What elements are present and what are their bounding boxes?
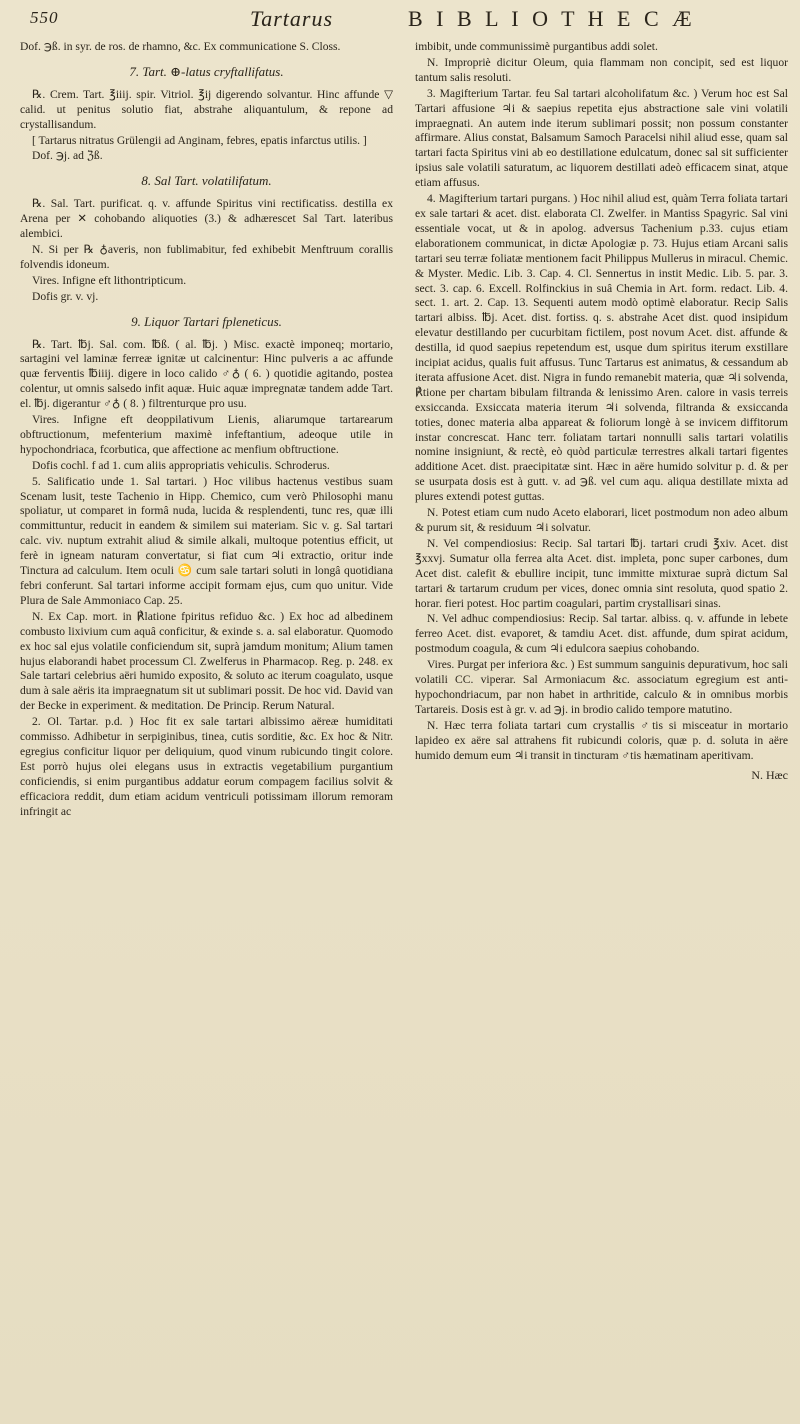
paragraph: imbibit, unde communissimè purgantibus addi solet. [415, 40, 658, 53]
running-title: Tartarus [250, 6, 334, 31]
paragraph: Dof. ℈ß. in syr. de ros. de rhamno, &c. Ex communicatione S. Closs. [20, 40, 341, 53]
paragraph: 5. Salificatio unde 1. Sal tartari. ) Hoc vilibus hactenus vestibus suam Scenam lusit, teste Tachenio in Hipp. Chemico, cum verò Philosophi manu spoliatur, ut comparet in formâ nuda, lucida & resplendenti, tunc res, quæ illi committuntur, reducit in eandem & similem sui materiam. Sic v. g. Sal tartari calc. viv. nuptum extrahit aliud & simile alkali, multoque potentius efficit, ut ferè in igneam naturam convertatur, si fiat cum ♃i extractio, oritur inde Tinctura ad calculum. Item oculi ♋ cum sale tartari soluti in longâ quotidiana febri conferunt. Sal tartari informe accipit formam ejus, cum quo unitur. Vide Plura de Sale Ammoniaco Cap. 25. [20, 474, 393, 607]
text-columns [20, 40, 788, 821]
paragraph: N. Impropriè dicitur Oleum, quia flammam non concipit, sed est liquor tantum salis resoluti. [415, 55, 788, 84]
right-column [415, 40, 788, 821]
paragraph: [ Tartarus nitratus Grülengii ad Anginam, febres, epatis infarctus utilis. ] [32, 133, 367, 147]
paragraph: 2. Ol. Tartar. p.d. ) Hoc fit ex sale tartari albissimo aëreæ humiditati commisso. Adhibetur in serpiginibus, tinea, cutis sorditie, &c. Ex hoc & Nitr. egregius conficitur liquor per deliquium, quod vinum rubicundo tingit colore. Est porrò hujus olei elegans usus in extractis vegetabilium purgantium conficiendis, si enim purgantibus addatur eorum compagem facilius solvit & efficaciora reddit, dum etiam acidum ventriculi potissimam illorum remoram infringit ac [20, 715, 393, 818]
paragraph: ℞. Tart. ℔j. Sal. com. ℔ß. ( al. ℔j. ) Misc. exactè imponeq; mortario, sartagini vel laminæ ferreæ ignitæ ut calcinentur: Hinc pulveris a ac affunde quæ ferventis ℔iiij. digere in loco calido ♂♁ ( 6. ) quotidie agitando, postea colentur, ut omnis salsedo infit aquæ. Huic aquæ impregnatæ tandem adde Tart. el. ℔j. digerantur ♂♁ ( 8. ) filtrenturque pro usu. [20, 337, 393, 411]
paragraph: N. Potest etiam cum nudo Aceto elaborari, licet postmodum non adeo album & purum sit, & residuum ♃i solvatur. [415, 506, 788, 534]
section-heading: 9. Liquor Tartari fpleneticus. [131, 313, 282, 329]
paragraph: N. Ex Cap. mort. in ℟latione fpiritus refiduo &c. ) Ex hoc ad albedinem combusto lixivium cum aquâ conficitur, & exinde s. a. sal elaboratur. Quomodo ex hoc sal ejus volatile conficiendum sit, suprà jamdum monitum; Alium tamen hujus elaborandi habet processum Cl. Zwelferus in Pharmacop. Reg. p. 248. ex Sale tartari celebrius aëri humido exposito, & soluto ac iterum coagulato, usque dum à sale aëris ita impraegnatum sit ut sublimari possit. De hoc vid. David van der Becke in experiment. & meditation. De Princip. Rerum Natural. [20, 609, 393, 713]
section-title: B I B L I O T H E C Æ [408, 6, 696, 31]
paragraph: Dofis cochl. f ad 1. cum aliis appropriatis vehiculis. Schroderus. [32, 458, 330, 472]
page-header [20, 8, 788, 34]
paragraph: N. Vel compendiosius: Recip. Sal tartari ℔j. tartari crudi ℥xiv. Acet. dist ℥xxvj. Sumatur olla ferrea alta Acet. dist. impleta, ponc super carbones, dum Acet dist. calefit & ebullire incipit, tunc immitte mixturae suprà dictum Sal tartari & tartarum crudum per vices, donec omnia sint resoluta, quod spatio 2. horar. fieri potest. Hoc partim coagulari, partim crystallisari sinas. [415, 536, 788, 610]
paragraph: 3. Magifterium Tartar. feu Sal tartari alcoholifatum &c. ) Verum hoc est Sal Tartari affusione ♃i & saepius repetita ejus abstractione sale vini volatili impraegnati. An autem inde iterum sublimari possit; non possum constanter affirmare. Alius constat, Balsamum Samoch Paracelsi nihil aliud esse, quam sal tartari facta Spiritus vini ab eo destillatione edulcatum, donec sal sit sufficienter ipsius sale volatili saturatum, ac liquorem destillati adeò efficacem sinat, atque etiam affusus. [415, 86, 788, 190]
paragraph: 4. Magifterium tartari purgans. ) Hoc nihil aliud est, quàm Terra foliata tartari ex sale tartari & acet. dist. elaborata Cl. Zwelfer. in Mantiss Spagyric. Sal vini essentiale vocat, ut & in apolog. adversus Tachenium p.33. cujus etiam elaborationem communicat, in dictæ Apologiæ p. 73. Hujus etiam Arcani salis tartari seu terræ foliatæ mentionem facit Philippus Mullerus in miracul. Chemic. & Myster. Medic. Lib. 3. Cap. 4. Cl. Sennertus in instit Medic. Lib. 5. par. 3. sect. 3. cap. 6. Excell. Rolfinckius in suâ Chemia in Art. form. redact. Lib. 4. sect. 1. art. 2. Cap. 13. Sequenti autem modò optimè elaboratur. Recip Salis tartari albiss. ℔j. Acet. dist. fortiss. q. s. abstrahe Acet dist. quod insipidum elevatur destillando per cucurbitam fictilem, post novum Acet. dist. affunde & destilla, id quod saepius repetendum est, usque dum spiritus iterum exstillare incipiat acidus, qualis fuit affusus. Tunc Tartarus est animatus, & cessandum ab iterata affusione Acet. dist. Nigra in fundo remanebit materia, quæ ♃i solvenda, ℟tione per chartam bibulam filtranda & lenissimo Aren. calore in vasis terreis exsiccanda. Exsiccata materia iterum ♃i solvenda, filtranda & exsiccanda toties, donec materia alba appareat & foliorum longè à se invicem diffitorum instar concrescat. Hanc terr. foliatam tartari nonnulli salis tartari volatilis nomine insigniunt, & rectè, eò quòd particulæ terrestres alkali tartari figentes additione Acet. dist. praecipitatæ sint. Hæc in aëre humido solvitur p. d. & per se usurpata dosis est à gutt. v. ad ℈ß. vel cum aqu. aliqua destillate mixta ad plures extendi potest guttas. [415, 192, 788, 504]
paragraph: N. Hæc terra foliata tartari cum crystallis ♂tis si misceatur in mortario lapideo ex aëre sal attrahens fit rubicundi coloris, quæ p. d. soluta in aëre humido demum eum ♃i transit in tincturam ♂tis hæmatinam aperitivam. [415, 718, 788, 762]
section-heading: 8. Sal Tart. volatilifatum. [141, 173, 272, 189]
paragraph: Dof. ℈j. ad ℨß. [32, 149, 103, 163]
section-heading: 7. Tart. ⊕-latus cryftallifatus. [129, 63, 284, 79]
paragraph: Vires. Purgat per inferiora &c. ) Est summum sanguinis depurativum, hoc sali volatili CC. viperar. Sal Armoniacum &c. associatum egregium est anti-hypochondriacum, par non habet in arthritide, calculo & in omnibus morbis Tartareis. Dosis est à gr. v. ad ℈j. in brodio calido tempore matutino. [415, 658, 789, 716]
page-number: 550 [30, 8, 59, 27]
paragraph: Dofis gr. v. vj. [32, 289, 99, 303]
left-column [20, 40, 393, 821]
paragraph: N. Vel adhuc compendiosius: Recip. Sal tartar. albiss. q. v. affunde in lebete ferreo Acet. dist. evaporet, & tamdiu Acet. dist. affunde, dum spirat acidum, postmodum coagula, & cum ♃i edulcora saepius cohobando. [415, 612, 788, 656]
paragraph: Vires. Infigne eft lithontripticum. [32, 273, 187, 287]
paragraph: ℞. Sal. Tart. purificat. q. v. affunde Spiritus vini rectificatiss. destilla ex Arena per ✕ cohobando aliquoties (3.) & adhærescet Sal Tart. lateribus alembici. [20, 197, 393, 241]
catchword: N. Hæc [751, 767, 788, 782]
paragraph: Vires. Infigne eft deoppilativum Lienis, aliarumque tartarearum obftructionum, mefenterium maximè infeftantium, adeoque utile in hypochondriaca, fcorbutica, que affectione ac menfium obftructione. [20, 413, 393, 456]
paragraph: ℞. Crem. Tart. ℥iiij. spir. Vitriol. ℥ij digerendo solvantur. Hinc affunde ▽ calid. ut penitus solutio fiat, abstrahe aliquantulum, & repone ad crystallisandum. [20, 87, 393, 131]
paragraph: N. Si per ℞ ♁averis, non fublimabitur, fed exhibebit Menftruum corallis folvendis idoneum. [20, 242, 393, 271]
